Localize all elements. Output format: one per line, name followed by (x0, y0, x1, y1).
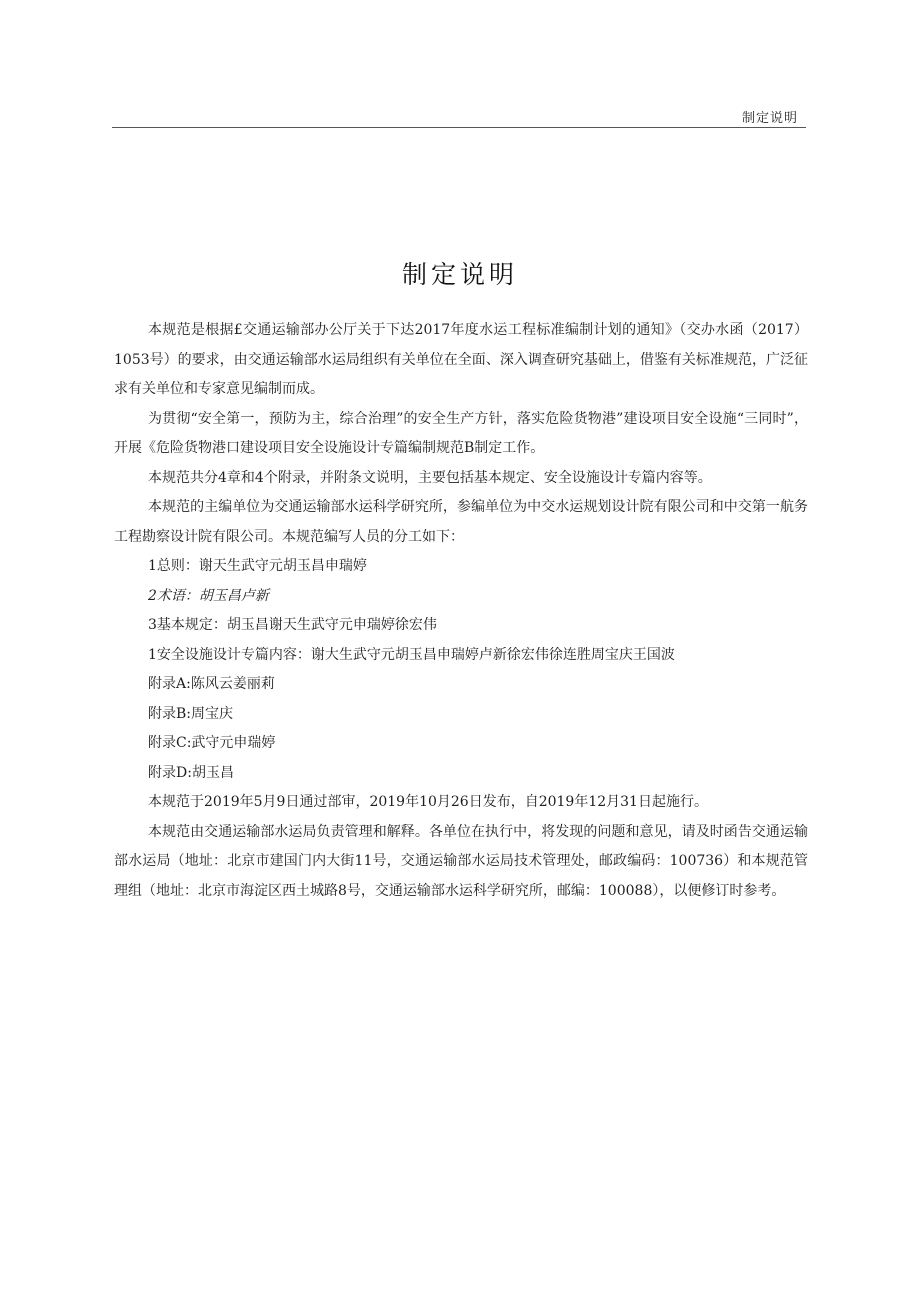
header-divider (112, 127, 806, 128)
structure-paragraph: 本规范共分4章和4个附录，并附条文说明，主要包括基本规定、安全设施设计专篇内容等。 (148, 469, 712, 486)
policy-paragraph: 为贯彻“安全第一，预防为主，综合治理”的安全生产方针，落实危险货物港”建设项目安全设施“三同时”，开展《危险货物港口建设项目安全设施设计专篇编制规范B制定工作。 (114, 410, 808, 456)
assignment-item: 2术语：胡玉昌卢新 (148, 587, 269, 604)
editors-paragraph: 本规范的主编单位为交通运输部水运科学研究所，参编单位为中交水运规划设计院有限公司和中交第一航务工程勘察设计院有限公司。本规范编写人员的分工如下： (114, 499, 808, 545)
assignment-item: 附录C:武守元申瑞婷 (148, 735, 276, 751)
assignment-item: 附录B:周宝庆 (148, 705, 234, 722)
document-body (114, 316, 808, 906)
assignment-item: 3基本规定：胡玉昌谢天生武守元申瑞婷徐宏伟 (148, 617, 437, 633)
effective-date-paragraph: 本规范于2019年5月9日通过部审，2019年10月26日发布，自2019年12月31日起施行。 (148, 794, 708, 810)
assignment-item: 附录D:胡玉昌 (148, 764, 234, 781)
assignment-item: 1总则：谢天生武守元胡玉昌申瑞婷 (148, 558, 367, 574)
contact-paragraph: 本规范由交通运输部水运局负责管理和解释。各单位在执行中，将发现的问题和意见，请及时函告交通运输部水运局（地址：北京市建国门内大街11号，交通运输部水运局技术管理处，邮政编码：100736）和本规范管理组（地址：北京市海淀区西土城路8号，交通运输部水运科学研究所，邮编：100088），以便修订时参考。 (114, 823, 808, 899)
running-header: 制定说明 (742, 111, 799, 126)
assignment-item: 附录A:陈风云姜丽莉 (148, 676, 275, 692)
assignment-item: 1安全设施设计专篇内容：谢大生武守元胡玉昌申瑞婷卢新徐宏伟徐连胜周宝庆王国波 (148, 646, 675, 663)
page-title: 制定说明 (401, 260, 518, 289)
intro-paragraph: 本规范是根据£交通运输部办公厅关于下达2017年度水运工程标准编制计划的通知》（交办水函（2017）1053号）的要求，由交通运输部水运局组织有关单位在全面、深入调查研究基础上，借鉴有关标准规范，广泛征求有关单位和专家意见编制而成。 (114, 322, 808, 397)
